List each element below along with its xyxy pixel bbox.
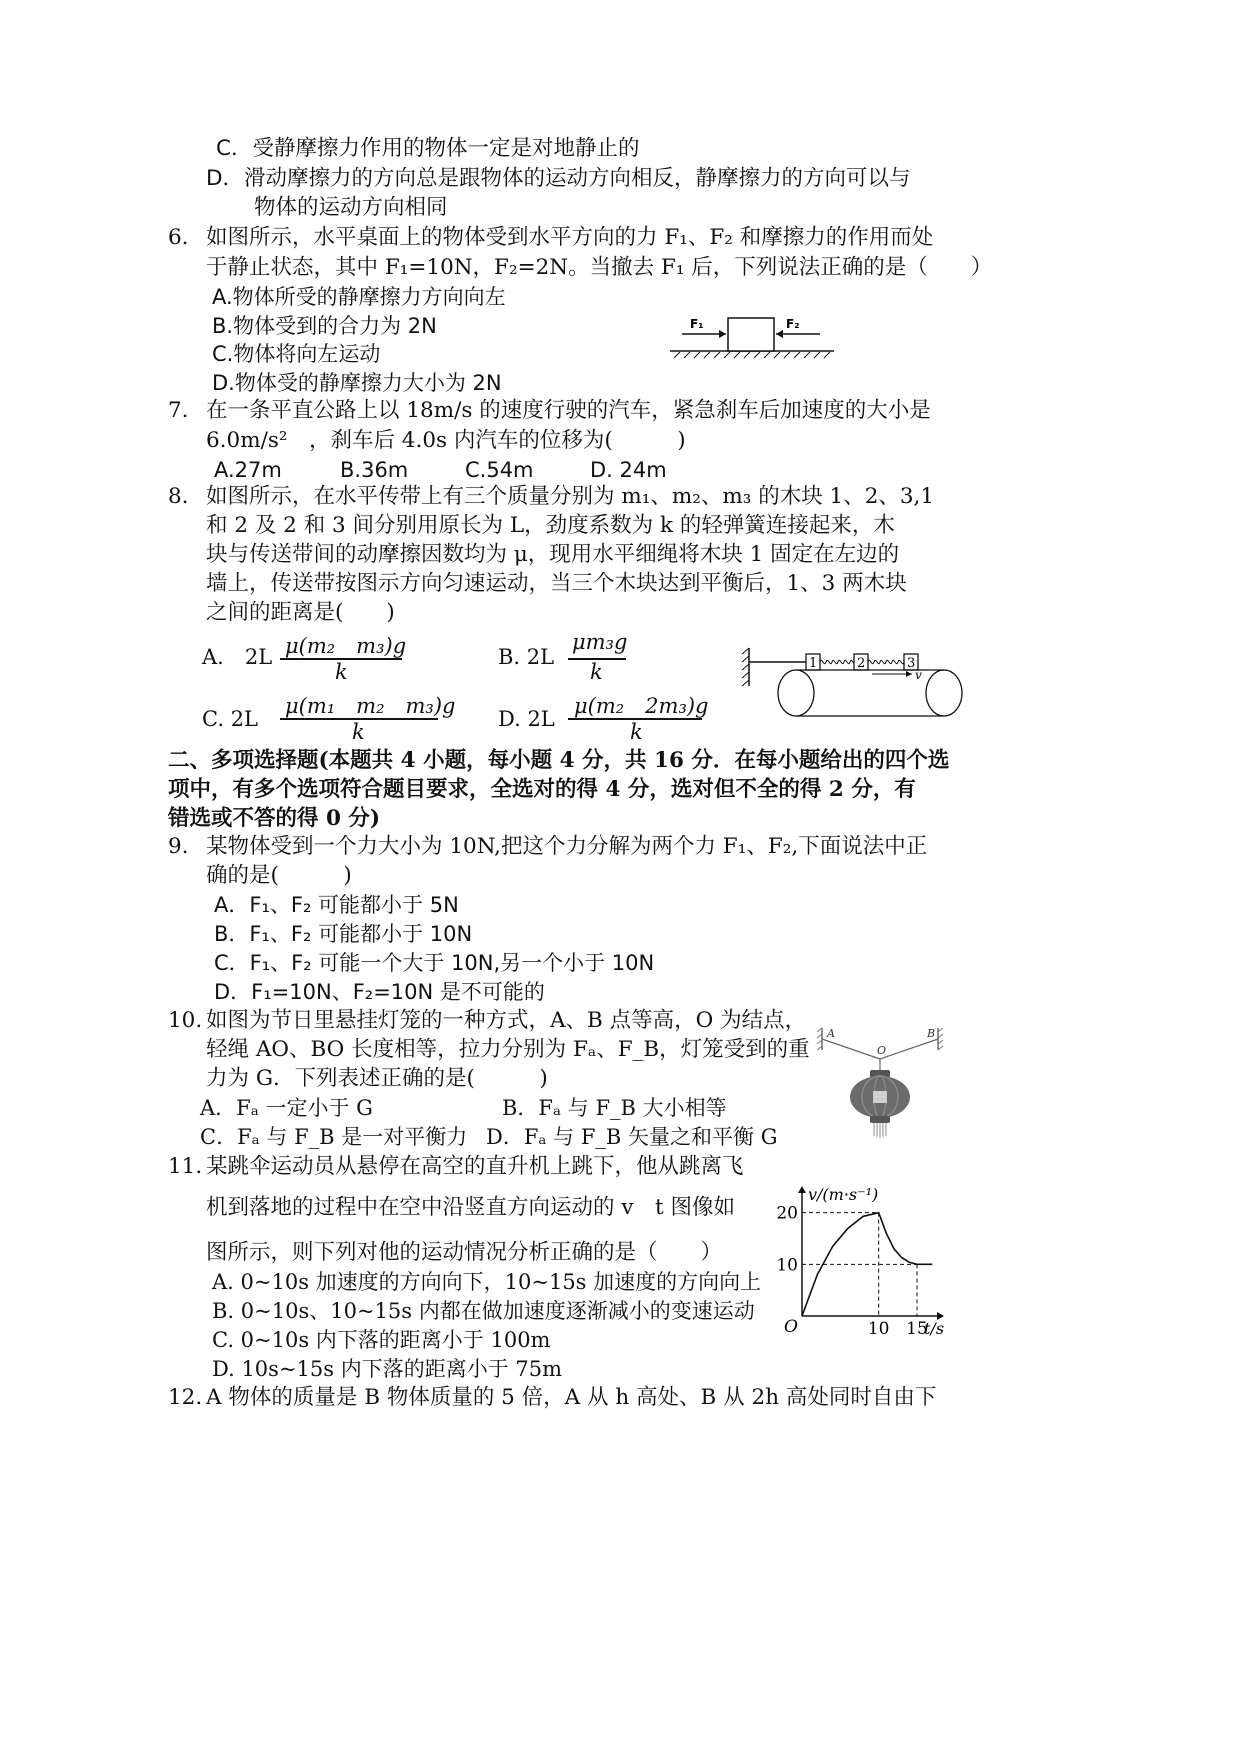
q11-option-d: D. 10s~15s 内下落的距离小于 75m: [212, 1357, 563, 1381]
q11-vt-chart: [772, 1180, 952, 1342]
q11-stem-line2: 机到落地的过程中在空中沿竖直方向运动的 v t 图像如: [206, 1195, 735, 1220]
q8-stem-line5: 之间的距离是( ): [206, 600, 395, 625]
wall-hatching: [742, 648, 749, 686]
q8-option-b-numerator: μm₃g: [572, 630, 628, 654]
q9-stem-line1: 某物体受到一个力大小为 10N,把这个力分解为两个力 F₁、F₂,下面说法中正: [206, 834, 928, 859]
q9-option-b: B．F₁、F₂ 可能都小于 10N: [214, 922, 473, 946]
x-axis-label: t/s: [924, 1319, 945, 1338]
q10-stem-line3: 力为 G．下列表述正确的是( ): [206, 1066, 548, 1091]
rope-ao: [822, 1039, 880, 1059]
q6-stem-line2: 于静止状态，其中 F₁=10N，F₂=2N。当撤去 F₁ 后，下列说法正确的是（ ）: [206, 255, 993, 280]
q8-option-b-prefix: B. 2L: [498, 645, 555, 669]
x-tick-label-15: 15: [906, 1319, 928, 1339]
q8-option-c-numerator: μ(m₁ m₂ m₃)g: [285, 694, 456, 718]
q12-number: 12.: [168, 1385, 203, 1410]
q10-number: 10.: [168, 1008, 203, 1033]
q6-option-b: B.物体受到的合力为 2N: [212, 314, 437, 338]
q10-stem-line2: 轻绳 AO、BO 长度相等，拉力分别为 Fₐ、F_B，灯笼受到的重: [206, 1037, 810, 1062]
origin-label: O: [784, 1317, 798, 1337]
q9-stem-line2: 确的是( ): [206, 863, 352, 888]
y-tick-label-10: 10: [776, 1255, 798, 1276]
point-o-label: O: [877, 1044, 887, 1057]
q8-option-c-denominator: k: [352, 720, 365, 744]
q5-option-d-line1: D．滑动摩擦力的方向总是跟物体的运动方向相反，静摩擦力的方向可以与: [206, 166, 911, 191]
q8-option-a-prefix: A. 2L: [202, 645, 273, 669]
lantern-bottom-cap: [870, 1116, 890, 1123]
block: [728, 318, 774, 351]
q6-number: 6.: [168, 225, 189, 250]
q12-stem-line1: A 物体的质量是 B 物体质量的 5 倍，A 从 h 高处、B 从 2h 高处同时自由下: [206, 1385, 937, 1410]
q8-conveyor-figure: [740, 644, 968, 720]
q9-number: 9.: [168, 834, 189, 859]
q7-number: 7.: [168, 398, 189, 423]
q7-stem-line2: 6.0m/s² ，刹车后 4.0s 内汽车的位移为( ): [206, 428, 686, 453]
point-b-label: B: [927, 1027, 936, 1040]
right-roller: [926, 670, 962, 716]
block-1-label: 1: [809, 656, 818, 671]
q10-option-c: C．Fₐ 与 F_B 是一对平衡力: [200, 1125, 468, 1149]
block-3-label: 3: [907, 656, 916, 671]
f2-label: F₂: [786, 317, 800, 331]
q8-option-a-numerator: μ(m₂ m₃)g: [285, 634, 407, 658]
q6-block-figure: [668, 308, 838, 360]
point-a-label: A: [827, 1027, 835, 1040]
x-tick-label-10: 10: [867, 1319, 890, 1339]
q7-stem-line1: 在一条平直公路上以 18m/s 的速度行驶的汽车，紧急刹车后加速度的大小是: [206, 398, 931, 423]
y-axis-arrow: [798, 1186, 806, 1193]
q5-option-c: C．受静摩擦力作用的物体一定是对地静止的: [216, 136, 640, 161]
q7-option-a: A.27m: [214, 458, 282, 482]
q7-option-d: D. 24m: [590, 458, 667, 482]
q8-option-d-denominator: k: [630, 720, 643, 744]
lantern-emblem: [873, 1091, 887, 1103]
q8-stem-line4: 墙上，传送带按图示方向匀速运动，当三个木块达到平衡后，1、3 两木块: [206, 571, 907, 596]
section2-heading-line3: 错选或不答的得 0 分): [168, 806, 381, 831]
section2-heading-line1: 二、多项选择题(本题共 4 小题，每小题 4 分，共 16 分．在每小题给出的四个选: [168, 748, 950, 773]
q6-stem-line1: 如图所示，水平桌面上的物体受到水平方向的力 F₁、F₂ 和摩擦力的作用而处: [206, 225, 934, 250]
q11-number: 11.: [168, 1154, 203, 1179]
q9-option-a: A．F₁、F₂ 可能都小于 5N: [214, 893, 459, 917]
section2-heading-line2: 项中，有多个选项符合题目要求，全选对的得 4 分，选对但不全的得 2 分，有: [168, 777, 916, 802]
q11-stem-line1: 某跳伞运动员从悬停在高空的直升机上跳下，他从跳离飞: [206, 1154, 744, 1179]
y-axis-label: v/(m·s⁻¹): [808, 1185, 879, 1204]
q8-stem-line3: 块与传送带间的动摩擦因数均为 μ，现用水平细绳将木块 1 固定在左边的: [206, 542, 900, 567]
left-roller: [778, 670, 814, 716]
y-tick-label-20: 20: [776, 1203, 798, 1224]
spring-2: [868, 660, 904, 663]
q9-option-d: D．F₁=10N、F₂=10N 是不可能的: [214, 980, 545, 1004]
q10-stem-line1: 如图为节日里悬挂灯笼的一种方式，A、B 点等高，O 为结点，: [206, 1008, 807, 1033]
q6-option-a: A.物体所受的静摩擦力方向向左: [212, 285, 506, 309]
f1-label: F₁: [690, 317, 704, 331]
table-hatching: [674, 352, 830, 358]
q9-option-c: C．F₁、F₂ 可能一个大于 10N,另一个小于 10N: [214, 951, 655, 975]
q8-number: 8.: [168, 484, 189, 509]
block-2-label: 2: [857, 656, 866, 671]
q11-stem-line3: 图所示，则下列对他的运动情况分析正确的是（ ）: [206, 1240, 723, 1265]
q8-option-b-denominator: k: [590, 660, 603, 684]
q6-option-d: D.物体受的静摩擦力大小为 2N: [212, 371, 502, 395]
q7-option-c: C.54m: [465, 458, 534, 482]
q11-option-a: A. 0~10s 加速度的方向向下，10~15s 加速度的方向向上: [212, 1270, 762, 1294]
q8-option-d-prefix: D. 2L: [498, 707, 555, 731]
q8-stem-line2: 和 2 及 2 和 3 间分别用原长为 L，劲度系数为 k 的轻弹簧连接起来，木: [206, 513, 895, 538]
q8-stem-line1: 如图所示，在水平传带上有三个质量分别为 m₁、m₂、m₃ 的木块 1、2、3,1: [206, 484, 935, 509]
q8-option-a-denominator: k: [335, 660, 348, 684]
q8-option-c-prefix: C. 2L: [202, 707, 258, 731]
q10-option-a: A．Fₐ 一定小于 G: [200, 1096, 373, 1120]
q11-option-c: C. 0~10s 内下落的距离小于 100m: [212, 1328, 551, 1352]
rope-bo: [880, 1039, 938, 1059]
lantern-tassel: [874, 1123, 886, 1138]
q10-option-b: B．Fₐ 与 F_B 大小相等: [502, 1096, 727, 1120]
velocity-label: v: [915, 668, 922, 682]
q7-option-b: B.36m: [340, 458, 409, 482]
q10-option-d: D．Fₐ 与 F_B 矢量之和平衡 G: [486, 1125, 778, 1149]
q11-option-b: B. 0~10s、10~15s 内都在做加速度逐渐减小的变速运动: [212, 1299, 755, 1323]
q10-lantern-figure: [816, 1022, 946, 1140]
q8-option-d-numerator: μ(m₂ 2m₃)g: [574, 694, 709, 718]
q6-option-c: C.物体将向左运动: [212, 342, 381, 366]
q5-option-d-line2: 物体的运动方向相同: [254, 195, 448, 220]
